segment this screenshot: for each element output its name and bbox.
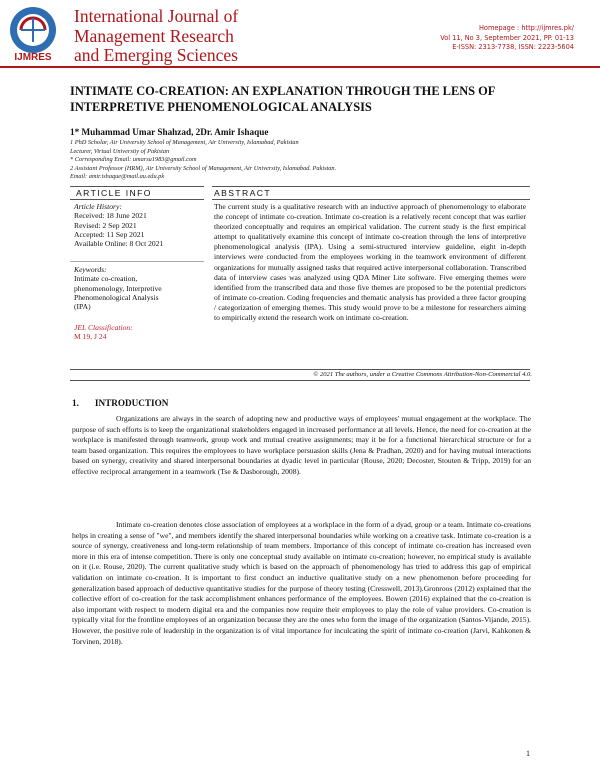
jel-label: JEL Classification: xyxy=(74,323,133,332)
section-title: INTRODUCTION xyxy=(94,398,169,408)
keyword: Phenomenological Analysis xyxy=(74,292,159,302)
article-history-label: Article History: xyxy=(74,202,122,211)
corresponding-email[interactable]: * Corresponding Email: umarsu1983@gmail.com xyxy=(70,156,197,164)
section-heading-introduction xyxy=(72,398,184,408)
header-divider xyxy=(0,66,600,68)
keywords-label: Keywords: xyxy=(74,265,107,274)
keyword: phenomenology, Interpretive xyxy=(74,283,162,293)
affiliation-line: 1 PhD Scholar, Air University School of Management, Air University, Islamabad, Pakistan xyxy=(70,139,299,146)
paragraph-text: Intimate co-creation denotes close association of employees at a workplace in the form of a dyad, group or a team. Intimate co-creations helps in creating a sense of "we", and members identify the shared interpersonal boundaries while working on a creative task. Intimate co-creation is a source of synergy, creativeness and long-term relationship of team members. Importance of this concept of intimate co-creation has increased even more in this era of intense competition. There is only one conceptual study available on intimate co-creation; however, no empirical study is available on it (i.e. Rouse, 2020). The current qualitative study which is based on the approach of phenomenology has tried to address this gap of empirical validation on intimate co-creation. It is important to first conduct an inductive qualitative study on a new phenomenon before proceeding for generalization based approach of deductive quantitative studies for the purpose of theory testing (Cresswell, 2013).Gronroos (2012) explained that the collective effort of co-creation for the task accomplishment enhances performance of the employees. Bowen (2016) explained that the co-creation is also important with respect to modern digital era and the companies now require their employees to play the role of value providers. Co-creation is typically vital for the frontline employees of an organization because they are the ones who form the image of the organization (Santos-Vijande, 2015). However, the positive role of leadership in the organization is of vital importance for inculcating the spirit of intimate co-creation (Jarvi, Kahkonen & Torvinen, 2018). xyxy=(72,520,531,646)
online-date: Available Online: 8 Oct 2021 xyxy=(74,239,164,249)
journal-issn: E-ISSN: 2313-7738, ISSN: 2223-5604 xyxy=(452,43,574,52)
article-history xyxy=(74,202,202,248)
jel-classification xyxy=(74,323,202,342)
journal-name-line: International Journal of xyxy=(74,6,239,26)
divider xyxy=(212,199,530,200)
keywords xyxy=(74,265,202,311)
jel-value: M 19, J 24 xyxy=(74,332,107,342)
keyword: Intimate co-creation, xyxy=(74,274,138,284)
body-paragraph xyxy=(72,414,531,478)
paragraph-text: Organizations are always in the search of adopting new and productive ways of employees' mutual engagement at the workplace. The purpose of such efforts is to keep the organizational stakeholders engaged in increased performance at all levels. Hence, the need for co-creation at the workplace is manifested through teamwork, group work and mutual creative assignments; may it be for a functional hierarchical structure or for a team based organization. This requires the employees to have workplace persuasion skills (Jena & Pradhan, 2020) and for having mutual interactions based on synergy, creativity and shared interpersonal boundaries at dyadic level in particular (Rouse, 2020; Decoster, Stouten & Tripp, 2019) for an effective reciprocal arrangement in a teamwork (Tse & Dasborough, 2008). xyxy=(72,414,531,476)
journal-name-line: and Emerging Sciences xyxy=(74,45,238,65)
article-title-line: INTIMATE CO-CREATION: AN EXPLANATION THROUGH THE LENS OF xyxy=(70,84,496,98)
article-title xyxy=(70,83,540,115)
journal-header xyxy=(0,0,600,68)
author-affiliations xyxy=(70,139,540,182)
affiliation-line: Lecturer, Virtual University of Pakistan xyxy=(70,147,170,155)
journal-meta xyxy=(440,24,574,53)
affiliation-line: 2 Assistant Professor (HRM), Air University School of Management, Air University, Islamabad. Pakistan. xyxy=(70,164,337,172)
journal-name-line: Management Research xyxy=(74,25,234,46)
article-title-line: INTERPRETIVE PHENOMENOLOGICAL ANALYSIS xyxy=(70,100,372,114)
logo-text: IJMRES xyxy=(14,52,52,63)
journal-homepage-link[interactable]: Homepage : http://ijmres.pk/ xyxy=(478,24,574,32)
divider xyxy=(70,261,204,262)
keyword: (IPA) xyxy=(74,302,91,312)
page-number: 1 xyxy=(526,749,530,758)
section-number: 1. xyxy=(72,398,79,408)
revised-date: Revised: 2 Sep 2021 xyxy=(74,220,137,230)
abstract-text: The current study is a qualitative research with an inductive approach of phenomenology to elaborate the concept of intimate co-creation. Intimate co-creation is a relatively recent concept that was earlier theorized conceptually and requires an empirical validation. The current study is the first empirical attempt to qualitatively examine this concept of intimate co-creation through the lens of interpretive phenomenological analysis (IPA). Using a semi-structured interview guideline, eight in-depth interviews were conducted from the employees working in the teamwork environment of different organizations for mutually assigned tasks that required active interpersonal collaboration. Transcribed data of interview cases was analyzed using QDA Miner Lite software. Five emerging themes were identified from the transcribed data and those five themes are proposed to be the potential predictors of intimate co-creation. Coding frequencies and thematic analysis has provided a three factor grouping / categorization of emerging themes. This study would prove to be a milestone for researchers aiming to empirically extend the research work on intimate co-creation. xyxy=(214,202,526,323)
journal-volume: Vol 11, No 3, September 2021, PP. 01-13 xyxy=(440,33,574,42)
body-paragraph xyxy=(72,520,531,647)
divider xyxy=(70,199,204,200)
abstract-heading: ABSTRACT xyxy=(214,188,272,198)
divider xyxy=(70,380,530,381)
license-notice: © 2021 The authors, under a Creative Commons Attribution-Non-Commercial 4.0. xyxy=(313,371,532,378)
journal-name xyxy=(74,7,334,66)
article-authors: 1* Muhammad Umar Shahzad, 2Dr. Amir Ishaque xyxy=(70,127,269,137)
divider xyxy=(212,186,530,187)
divider xyxy=(70,186,204,187)
journal-logo-icon xyxy=(2,3,64,65)
author-email[interactable]: Email: amir.ishaque@mail.au.edu.pk xyxy=(70,173,165,181)
divider xyxy=(70,369,530,370)
accepted-date: Accepted: 11 Sep 2021 xyxy=(74,229,145,239)
article-info-heading: ARTICLE INFO xyxy=(76,188,152,198)
received-date: Received: 18 June 2021 xyxy=(74,211,147,221)
